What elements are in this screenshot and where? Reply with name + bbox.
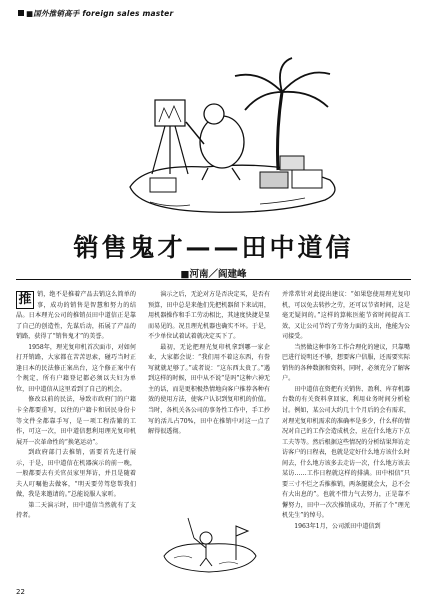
column-2 (148, 290, 270, 438)
island-illustration (110, 52, 350, 217)
divider (16, 279, 411, 280)
column-3 (282, 290, 410, 533)
golf-illustration (154, 498, 264, 580)
square-bullet-icon (18, 10, 24, 16)
paragraph: 并常常针对此提出建议：“如果您使用理光复印机，可以免去转抄之劳，还可以节省时间，这是毫无疑问的。”这样的算帐医能节省时间提高工效，又让公司节约了劳务力面的支出，他能为公司接受。 (282, 291, 410, 341)
paragraph: 销，绝不是推着产品去销这么简单的事，成功的销售是智慧和努力的结晶。日本理光公司的推销员田中道信正是靠了自己的创造性，先谋后动，拓展了产品的销路，获得了“销售鬼才”的美誉。 (16, 291, 136, 341)
section-label-en: foreign sales master (82, 9, 174, 18)
paragraph: 第二天演示时，田中道信当然就有了支持者。 (16, 501, 136, 520)
paragraph: 当然做这种事务工作合理化的建议，只靠嘴巴进行说明还不够，想要客户信服，还需要实际销售的各种数据和资料，同时，必须充分了解客户。 (282, 343, 410, 383)
paragraph: 修改以前的民法，导致市政府门的户籍卡全都要重写，以往的户籍卡和居民身份卡等文件全都靠手写，是一项工程浩繁的工作，可这一次，田中道信想利用理光复印机展开一次革命性的“换笔运动”。 (16, 396, 136, 446)
paragraph: 最初，无论把理光复印机拿到哪一家企业，大家都会说：“我们用不着这东西，有誊写就就足够了。”或者说：“这东西太贵了。”遇到这样的时候，田中从不说“是吗”这种六神无主的话，而是更积极热情地向客户推荐各种有效的使用方法，使客户认识到复印机的价值。当时，各机关各公司的事务性工作中，手工抄写的活儿占70%，田中在推销中对这一点了解得很透彻。 (148, 343, 271, 436)
column-1 (16, 290, 136, 522)
paragraph: 演示之后，无论对方是否决定买，是否有预算，田中总是来他们先把机器留下来试用，用机器操作和手工劳动相比，其速度快捷是显而易见的。况且理光机器也确实不坏。于是，不少单位试着试着就决定买下了。 (148, 291, 270, 341)
drop-cap: 推 (16, 291, 34, 309)
paragraph: 田中道信在资把有关销售、盈利、库存机器台数的有关资料拿回家，利用业务时间分析检讨。例如，某公司大约几十个月后的会有需求，对理光复印机需求的准确率是多少，什么样的情况对自己的工作会造成机会，应在什么地方下点工夫等等。然后根据这些情况的分析结果拜访走访客户的日程表，也就是定好什么地方该什么时间去，什么地方该多去走访一次，什么地方该去某访……工作日程就这样的排满。田中相信“只要三寸不烂之舌推推销，两条腿就会大，总不会有大出息的”。也就不惜力气去努力，正是靠不懈努力，田中一次次推销成功，开拓了个“理光机先生”的绰号。 (282, 385, 410, 520)
article-title: 销售鬼才——田中道信 (73, 233, 354, 262)
paragraph: 到政府部门去推销，需要首先进行展示，于是，田中道信在机器演示的前一晚，一般都要去有关官员家里拜访，并且是随着夫人叮嘱他去做客，“明天要劳驾您帮我们做，我是来邀请的。”总能说服人家听。 (16, 449, 136, 499)
page-number: 22 (16, 588, 25, 596)
section-header (18, 8, 173, 19)
byline: ■河南／阎建峰 (180, 269, 247, 280)
section-label: ■国外推销高手 (26, 9, 80, 18)
paragraph: 1963年1月，公司派田中道信到 (294, 523, 381, 531)
paragraph: 1958年，理光复印机首次面市，对如何打开销路，大家都在苦苦思索，碰巧当时正逢日本的民法修正案出台，这个修正案中有个规定，所有户籍登记都必须以夫妇为单位，田中道信从这里看到了自己的机会。 (16, 343, 136, 393)
